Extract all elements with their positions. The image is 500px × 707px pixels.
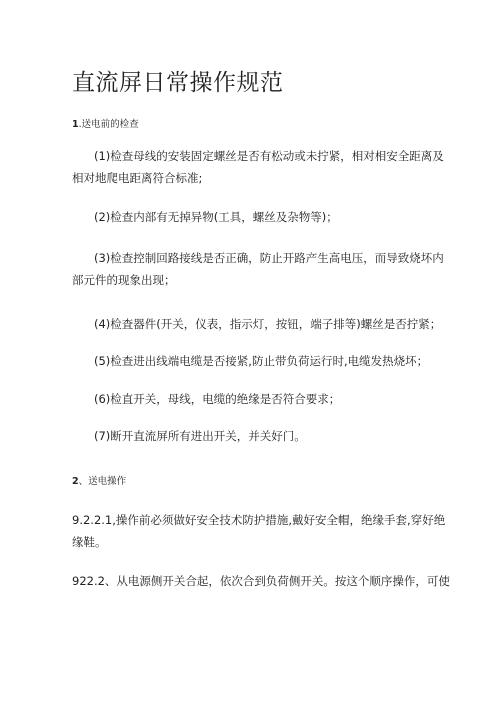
operation-step-2: [72, 570, 450, 592]
check-item-1: [72, 145, 442, 189]
paragraph-line: (6)检直开关，母线，电缆的绝缘是否符合要求；: [94, 392, 341, 406]
paragraph-line: (1)检查母线的安装固定螺丝是否有松动或未拧紧，相对相安全距离及: [94, 149, 444, 163]
check-item-2: [72, 206, 442, 228]
section-label: .送电前的检查: [78, 119, 139, 130]
section-label: 、送电操作: [78, 476, 127, 487]
paragraph-line: 相对地爬电距离符合标准;: [72, 171, 203, 185]
section-heading-pre-power-check: [72, 116, 139, 130]
paragraph-line: (4)检査器件(开关，仪表，指示灯，按钮，端子排等)螺丝是否拧紧；: [94, 317, 442, 331]
paragraph-line: 9.2.2.1,操作前必须做好安全技术防护措施,戴好安全帽，绝缘手套,穿好绝: [72, 513, 446, 527]
section-heading-power-on-operation: [72, 473, 126, 487]
check-item-7: [72, 425, 442, 447]
paragraph-line: 922.2、从电源侧开关合起，依次合到负荷侧开关。按这个顺序操作，可使: [72, 574, 450, 588]
check-item-3: [72, 247, 442, 291]
paragraph-line: (7)断开直流屏所有进出开关，并关好门。: [94, 429, 306, 443]
section-number: 2: [72, 476, 79, 487]
section-number: 1: [72, 119, 79, 130]
operation-step-1: [72, 509, 446, 553]
check-item-5: [72, 350, 442, 372]
document-title: 直流屏日常操作规范: [72, 70, 284, 96]
check-item-4: [72, 313, 442, 335]
check-item-6: [72, 388, 442, 410]
paragraph-line: 缘鞋。: [72, 535, 107, 549]
paragraph-line: (5)检查进出线端电缆是否接紧,防止带负荷运行时,电缆发热烧坏；: [94, 354, 429, 368]
paragraph-line: (3)检查控制回路接线是否正确，防止开路产生高电压，而导致烧坏内: [94, 251, 444, 265]
paragraph-line: (2)检查内部有无掉异物(工具，螺丝及杂物等)；: [94, 210, 338, 224]
paragraph-line: 部元件的现象出现；: [72, 273, 176, 287]
